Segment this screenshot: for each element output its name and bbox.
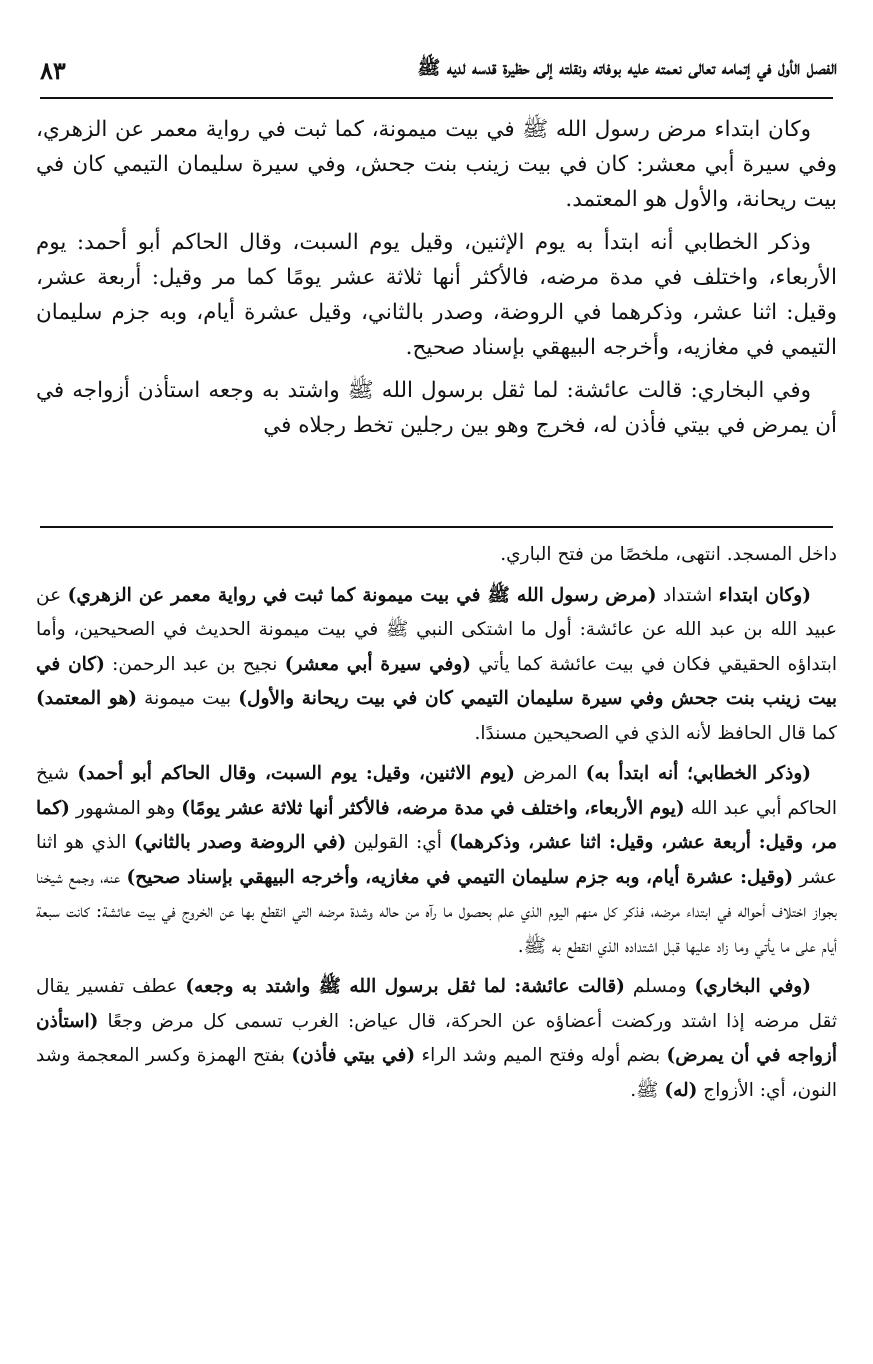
quoted-matn-text: (وذكر الخطابي؛ أنه ابتدأ به) (585, 763, 812, 784)
commentary-text: بفتح الهمزة وكسر المعجمة وشد النون، أي: الأزواج (36, 1045, 837, 1101)
quoted-matn-text: (كان في بيت زينب بنت جحش وفي سيرة سليمان التيمي كان في بيت ريحانة والأول) (36, 653, 837, 709)
quoted-matn-text: (في بيتي فأذن) (291, 1045, 416, 1066)
quoted-matn-text: (في الروضة وصدر بالثاني) (133, 832, 347, 853)
commentary-text: نجيح بن عبد الرحمن: (104, 653, 285, 675)
quoted-matn-text: (وفي سيرة أبي معشر) (284, 653, 472, 675)
commentary-text: شيخ الحاكم أبي عبد الله (36, 763, 838, 819)
commentary-text: أي: القولين (346, 832, 450, 853)
quoted-matn-text: (هو المعتمد) (36, 688, 137, 709)
commentary-paragraph-2 (36, 757, 837, 964)
quoted-matn-text: (كما مر، وقيل: أربعة عشر، وقيل: اثنا عشر، وذكرهما) (36, 797, 837, 853)
commentary-text: وهو المشهور (69, 797, 182, 819)
commentary-text: بضم أوله وفتح الميم وشد الراء (415, 1045, 667, 1066)
commentary-text: الذي هو اثنا عشر (36, 832, 837, 888)
commentary-paragraph-3 (36, 970, 837, 1108)
quoted-matn-text: (يوم الاثنين، وقيل: يوم السبت، وقال الحاكم أبو أحمد) (77, 763, 515, 784)
quoted-matn-text: (وفي البخاري) (694, 976, 811, 997)
commentary (36, 538, 837, 1114)
commentary-divider (40, 526, 833, 528)
commentary-text: عنه، وجمع شيخنا بجواز اختلاف أحواله في ابتداء مرضه، فذكر كل منهم اليوم الذي علم بحصول ما رآه من حاله وشدة مرضه التي انقطع بها عن الخروج في بيت عائشة: كانت سبعة أيام على ما يأتي وما زاد عليها قبل اشتداده الذي انقطع به ﷺ. (36, 866, 837, 957)
quoted-matn-text: (وقيل: عشرة أيام، وبه جزم سليمان التيمي في مغازيه، وأخرجه البيهقي بإسناد صحيح) (126, 866, 794, 888)
chapter-title: الفصل الأول في إتمامه تعالى نعمته عليه بوفاته ونقلته إلى حظيرة قدسه لديه ﷺ (417, 57, 837, 79)
main-text (36, 112, 837, 451)
commentary-text: كما قال الحافظ لأنه الذي في الصحيحين مسندًا. (474, 722, 837, 744)
quoted-matn-text: (مرض رسول الله ﷺ في بيت ميمونة كما ثبت في رواية معمر عن الزهري) (67, 584, 657, 606)
header-divider (40, 97, 833, 99)
commentary-continuation: داخل المسجد. انتهى، ملخصًا من فتح الباري. (500, 544, 837, 565)
page-header (40, 50, 837, 90)
quoted-matn-text: (استأذن أزواجه في أن يمرض) (36, 1010, 837, 1066)
main-paragraph-3: وفي البخاري: قالت عائشة: لما ثقل برسول الله ﷺ واشتد به وجعه استأذن أزواجه في أن يمرض في بيتي فأذن له، فخرج وهو بين رجلين تخط رجلاه في (36, 378, 837, 438)
commentary-text: عن عبيد الله بن عبد الله عن عائشة: أول ما اشتكى النبي ﷺ في بيت ميمونة الحديث في الصحيحين، وأما ابتداؤه الحقيقي فكان في بيت عائشة كما يأتي (36, 584, 837, 675)
quoted-matn-text: (قالت عائشة: لما ثقل برسول الله ﷺ واشتد به وجعه) (185, 976, 625, 997)
page-number: ٨٣ (40, 55, 66, 85)
quoted-matn-text: (يوم الأربعاء، واختلف في مدة مرضه، فالأكثر أنها ثلاثة عشر يومًا) (181, 797, 685, 819)
quoted-matn-text: (له) (664, 1079, 698, 1101)
commentary-text: عطف تفسير يقال ثقل مرضه إذا اشتد وركضت أعضاؤه عن الحركة، قال عياض: الغرب تسمى كل مرض وجعًا (36, 976, 837, 1032)
commentary-paragraph-1 (36, 579, 837, 752)
commentary-text: بيت ميمونة (136, 688, 239, 709)
commentary-text: ومسلم (624, 976, 695, 997)
commentary-text: اشتداد (656, 584, 719, 606)
main-paragraph-1: وكان ابتداء مرض رسول الله ﷺ في بيت ميمونة، كما ثبت في رواية معمر عن الزهري، وفي سيرة أبي معشر: كان في بيت زينب بنت جحش، وفي سيرة سليمان التيمي كان في بيت ريحانة، والأول هو المعتمد. (36, 117, 837, 212)
commentary-text: المرض (514, 763, 586, 784)
quoted-matn-text: (وكان ابتداء (718, 584, 811, 606)
main-paragraph-2: وذكر الخطابي أنه ابتدأ به يوم الإثنين، وقيل يوم السبت، وقال الحاكم أبو أحمد: يوم الأربعاء، واختلف في مدة مرضه، فالأكثر أنها ثلاثة عشر يومًا كما مر وقيل: أربعة عشر، وقيل: اثنا عشر، وذكرهما في الروضة، وصدر بالثاني، وقيل عشرة أيام، وبه جزم سليمان التيمي في مغازيه، وأخرجه البيهقي بإسناد صحيح. (36, 230, 837, 360)
commentary-text: ﷺ. (630, 1079, 665, 1101)
